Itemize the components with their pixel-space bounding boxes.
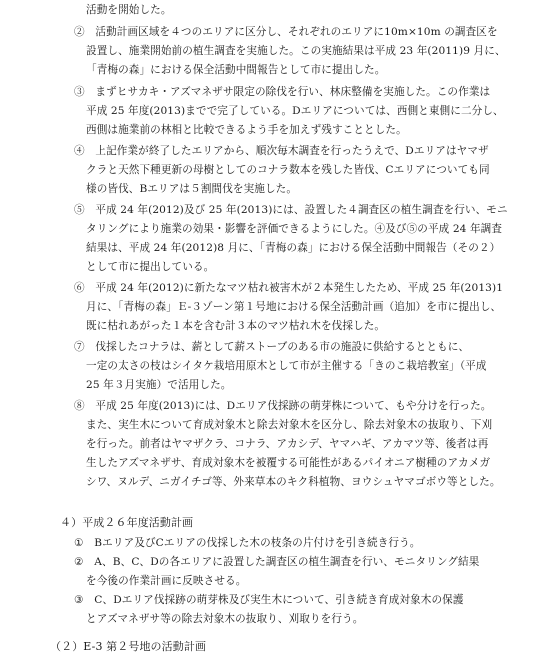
plan-item-3-line: ③ C、Dエリア伐採跡の萌芽株及び実生木について、引き続き育成対象木の保護: [74, 594, 464, 606]
text-line: 結果は、平成 24 年(2012)8 月に、「青梅の森」における保全活動中間報告（その２）: [86, 242, 501, 254]
text-line: また、実生木について育成対象木と除去対象木を区分し、除去対象木の抜取り、下刈: [86, 419, 493, 431]
item-3-line: ③ まずヒサカキ・アズマネザサ限定の除伐を行い、林床整備を実施した。この作業は: [74, 86, 491, 98]
item-2-line: ② 活動計画区域を４つのエリアに区分し、それぞれのエリアに10m×10m の調査区を: [74, 26, 498, 38]
text-line: 活動を開始した。: [86, 4, 172, 16]
text-line: として市に提出している。: [86, 261, 215, 273]
item-6-line: ⑥ 平成 24 年(2012)に新たなマツ枯れ被害木が２本発生したため、平成 25 年(2013)1: [74, 282, 504, 294]
item-7-line: ⑦ 伐採したコナラは、薪として薪ストーブのある市の施設に供給するとともに、: [74, 341, 470, 353]
plan-item-1-line: ① Bエリア及びCエリアの伐採した木の枝条の片付けを引き続き行う。: [74, 537, 421, 549]
text-line: シワ、ヌルデ、ニガイチゴ等、外来草本のキク科植物、ヨウシュヤマゴボウ等とした。: [86, 476, 501, 488]
section-heading-2014-plan: ４）平成２６年度活動計画: [60, 516, 194, 529]
text-line: クラと天然下種更新の母樹としてのコナラ数本を残した皆伐、Cエリアについても同: [86, 164, 490, 176]
text-line: 生したアズマネザサ、育成対象木を被覆する可能性があるパイオニア樹種のアカメガ: [86, 457, 491, 469]
section-heading-e3-site2: （２）E-3 第２号地の活動計画: [50, 640, 207, 653]
text-line: 様の皆伐、Bエリアは５割間伐を実施した。: [86, 183, 298, 195]
plan-item-2-line: ② A、B、C、Dの各エリアに設置した調査区の植生調査を行い、モニタリング結果: [74, 556, 480, 568]
text-line: タリングにより施業の効果・影響を評価できるようにした。④及び⑤の平成 24 年調査: [86, 223, 503, 235]
text-line: 月に、「青梅の森」Ｅ-３ゾーン第１号地における保全活動計画（追加）を市に提出し、: [86, 301, 502, 313]
text-line: 設置し、施業開始前の植生調査を実施した。この実施結果は平成 23 年(2011)9 月に、: [86, 45, 506, 57]
text-line: 西側は施業前の林相と比較できるよう手を加えず残すこととした。: [86, 124, 407, 136]
text-line: 「青梅の森」における保全活動中間報告として市に提出した。: [86, 64, 386, 76]
item-5-line: ⑤ 平成 24 年(2012)及び 25 年(2013)には、設置した４調査区の植生調査を行い、モニ: [74, 204, 508, 216]
text-line: を今後の作業計画に反映させる。: [86, 575, 247, 587]
text-line: を行った。前者はヤマザクラ、コナラ、アカシデ、ヤマハギ、アカマツ等、後者は再: [86, 438, 489, 450]
text-line: 既に枯れあがった１本を含む計３本のマツ枯れ木を伐採した。: [86, 320, 386, 332]
item-4-line: ④ 上記作業が終了したエリアから、順次毎木調査を行ったうえで、Dエリアはヤマザ: [74, 145, 489, 157]
text-line: 平成 25 年度(2013)までで完了している。Dエリアについては、西側と東側に二分し、: [86, 105, 504, 117]
text-line: とアズマネザサ等の除去対象木の抜取り、刈取りを行う。: [86, 613, 364, 625]
item-8-line: ⑧ 平成 25 年度(2013)には、Dエリア伐採跡の萌芽株について、もや分けを行った。: [74, 400, 492, 412]
text-line: 25 年３月実施）で活用した。: [86, 379, 232, 391]
text-line: 一定の太さの枝はシイタケ栽培用原木として市が主催する「きのこ栽培教室」（平成: [86, 360, 487, 372]
